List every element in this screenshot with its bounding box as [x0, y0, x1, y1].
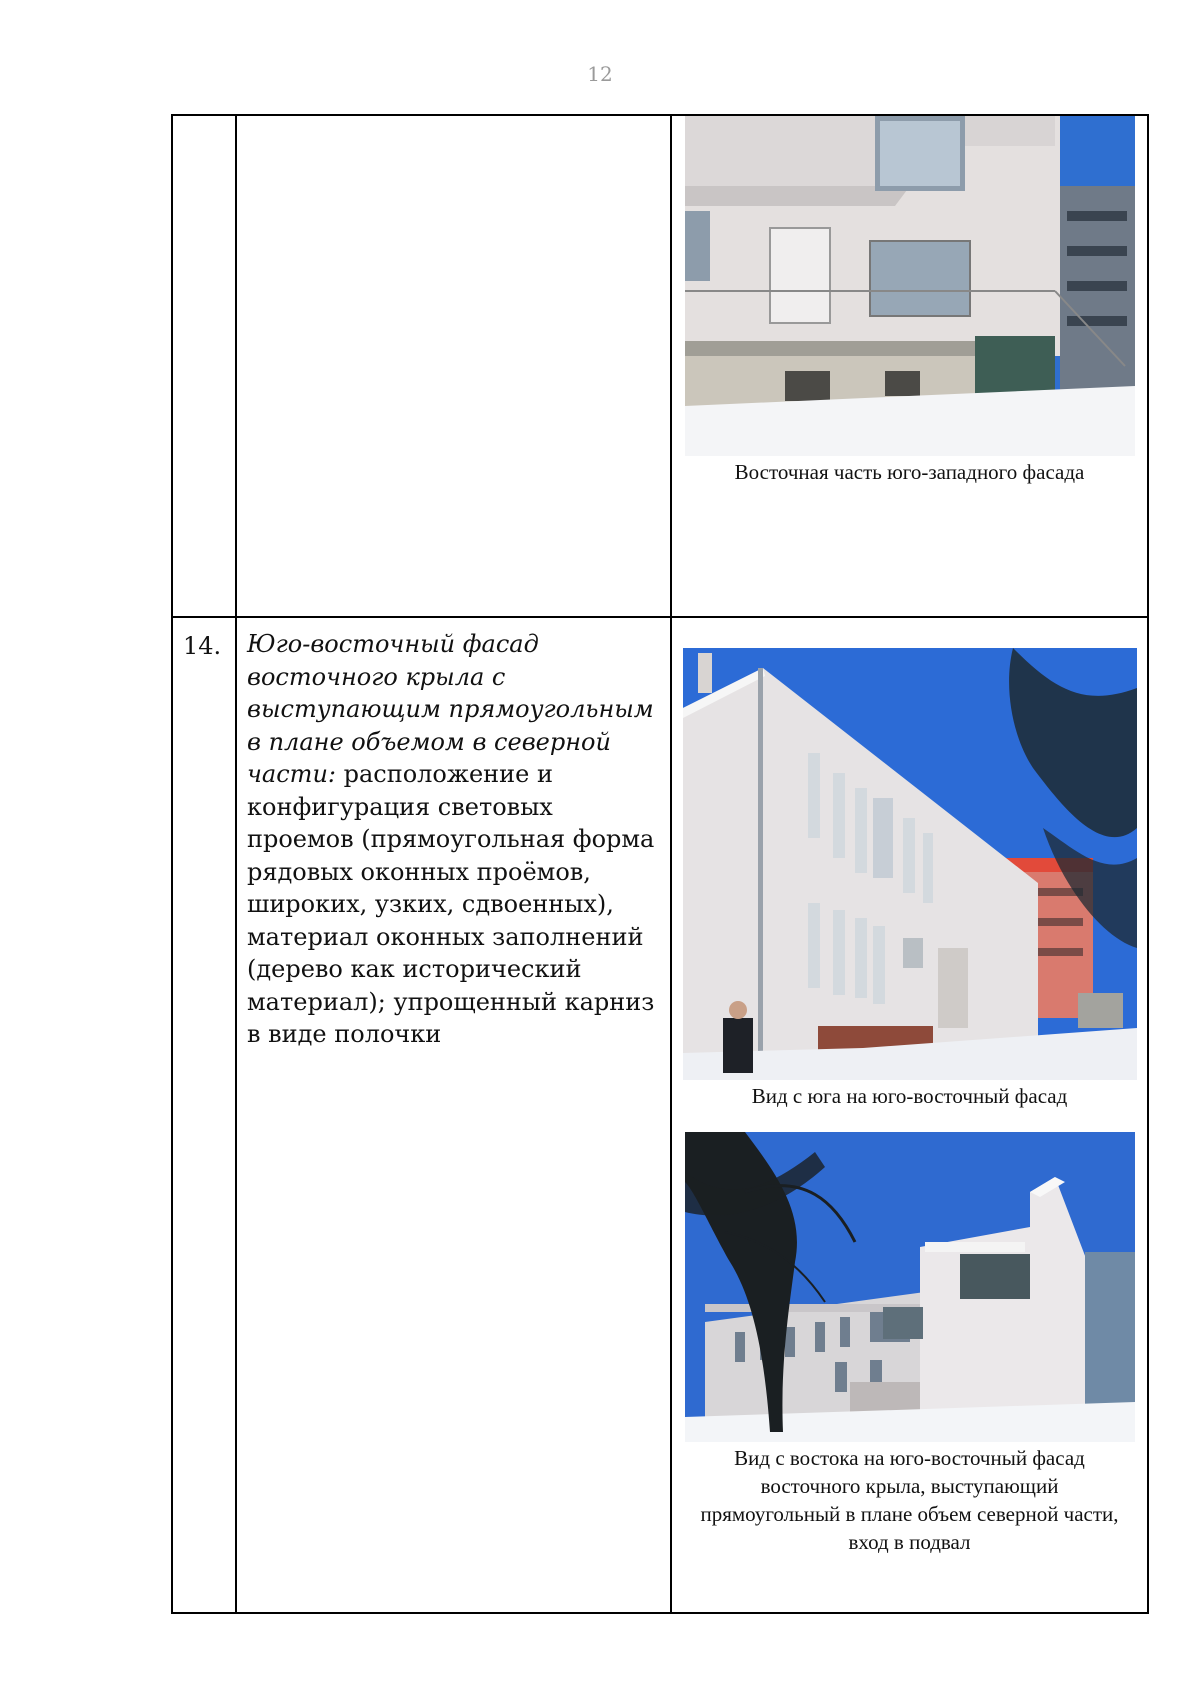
row-description	[236, 617, 671, 1613]
photo-caption: Вид с востока на юго-восточный фасад восточного крыла, выступающий прямоугольный в плане объем северной части, вход в подвал	[700, 1446, 1119, 1554]
row-number: 14.	[172, 617, 236, 1613]
description-italic: Юго-восточный фасад восточного крыла с выступающим прямоугольным в плане объемом в северной части:	[247, 630, 654, 788]
photo-caption: Вид с юга на юго-восточный фасад	[751, 1084, 1068, 1108]
table-row	[172, 115, 1148, 617]
row-description	[236, 115, 671, 617]
photo-south-view	[683, 648, 1137, 1080]
photo-southwest-facade-east	[685, 116, 1135, 456]
table-row	[172, 617, 1148, 1613]
description-text: расположение и конфигурация световых проемов (прямоугольная форма рядовых оконных проёмов, широких, узких, сдвоенных), материал оконных заполнений (дерево как исторический материал); упрощенный карниз в виде полочки	[247, 760, 655, 1048]
photo-caption: Восточная часть юго-западного фасада	[734, 460, 1085, 484]
photo-east-view	[685, 1132, 1135, 1442]
row-number	[172, 115, 236, 617]
heritage-table	[171, 114, 1149, 1614]
page-number: 12	[587, 62, 613, 86]
photo-cell	[671, 617, 1148, 1613]
photo-cell	[671, 115, 1148, 617]
